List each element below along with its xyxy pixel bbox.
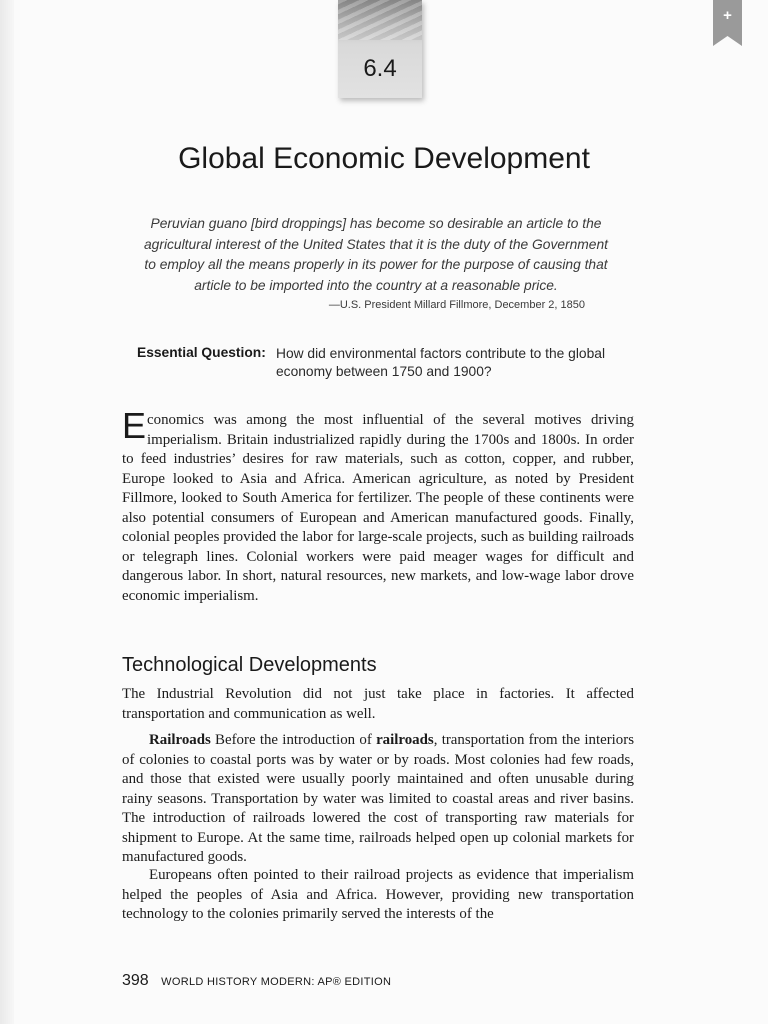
tab-texture bbox=[338, 0, 422, 40]
intro-text: conomics was among the most influential of the several motives driving imperialism. Britain industrialized rapidly during the 1700s and 1800s. In order to feed industries’ desires for raw materials, such as cotton, copper, and rubber, Europe looked to Asia and Africa. American agriculture, as noted by President Fillmore, looked to South America for fertilizer. The people of these continents were also potential consumers of European and American manufactured goods. Finally, colonial peoples provided the labor for large-scale projects, such as building railroads or telegraph lines. Colonial workers were paid meager wages for difficult and dangerous labor. In short, natural resources, new markets, and low-wage labor drove economic imperialism. bbox=[122, 412, 634, 604]
drop-cap: E bbox=[122, 405, 147, 446]
essential-question-line: How did environmental factors contribute to the global bbox=[276, 346, 606, 361]
epigraph-line: Peruvian guano [bird droppings] has become so desirable an article to the bbox=[150, 216, 602, 231]
page-footer bbox=[122, 972, 391, 990]
page-number: 398 bbox=[122, 972, 149, 989]
tech-intro-paragraph: The Industrial Revolution did not just take place in factories. It affected transportation and communication as well. bbox=[122, 686, 634, 722]
intro-paragraph bbox=[122, 405, 634, 606]
bookmark-button[interactable] bbox=[713, 0, 742, 46]
book-title: WORLD HISTORY MODERN: AP® EDITION bbox=[161, 976, 392, 988]
section-number: 6.4 bbox=[363, 55, 397, 82]
epigraph-line: article to be imported into the country at a reasonable price. bbox=[194, 277, 558, 293]
epigraph-line: agricultural interest of the United States that it is the duty of the Government bbox=[144, 236, 608, 252]
railroads-text-post: , transportation from the interiors of colonies to coastal ports was by water or by roads. Most colonies had few roads, and those that existed were usually poorly maintained and often unusable during rainy seasons. Transportation by water was limited to coastal areas and river basins. The introduction of railroads lowered the cost of transporting raw materials for shipment to Europe. At the same time, railroads helped open up colonial markets for manufactured goods. bbox=[122, 732, 634, 865]
epigraph-quote bbox=[118, 214, 634, 296]
railroads-text-pre: Before the introduction of bbox=[210, 732, 377, 748]
section-tab bbox=[338, 0, 422, 98]
europeans-paragraph: Europeans often pointed to their railroad projects as evidence that imperialism helped the peoples of Asia and Africa. However, providing new transportation technology to the colonies primarily served the interests of the bbox=[122, 867, 634, 922]
railroads-paragraph bbox=[122, 731, 634, 868]
section-heading: Technological Developments bbox=[122, 654, 377, 676]
chapter-title: Global Economic Development bbox=[178, 142, 590, 175]
epigraph-attribution: —U.S. President Millard Fillmore, December 2, 1850 bbox=[328, 299, 585, 311]
essential-question-label: Essential Question: bbox=[137, 345, 266, 360]
runin-heading: Railroads bbox=[149, 732, 211, 748]
plus-icon: + bbox=[723, 7, 732, 24]
key-term: railroads bbox=[376, 732, 434, 748]
essential-question-text bbox=[276, 345, 636, 381]
essential-question-line: economy between 1750 and 1900? bbox=[276, 364, 492, 379]
epigraph-line: to employ all the means properly in its power for the purpose of causing that bbox=[144, 257, 608, 272]
